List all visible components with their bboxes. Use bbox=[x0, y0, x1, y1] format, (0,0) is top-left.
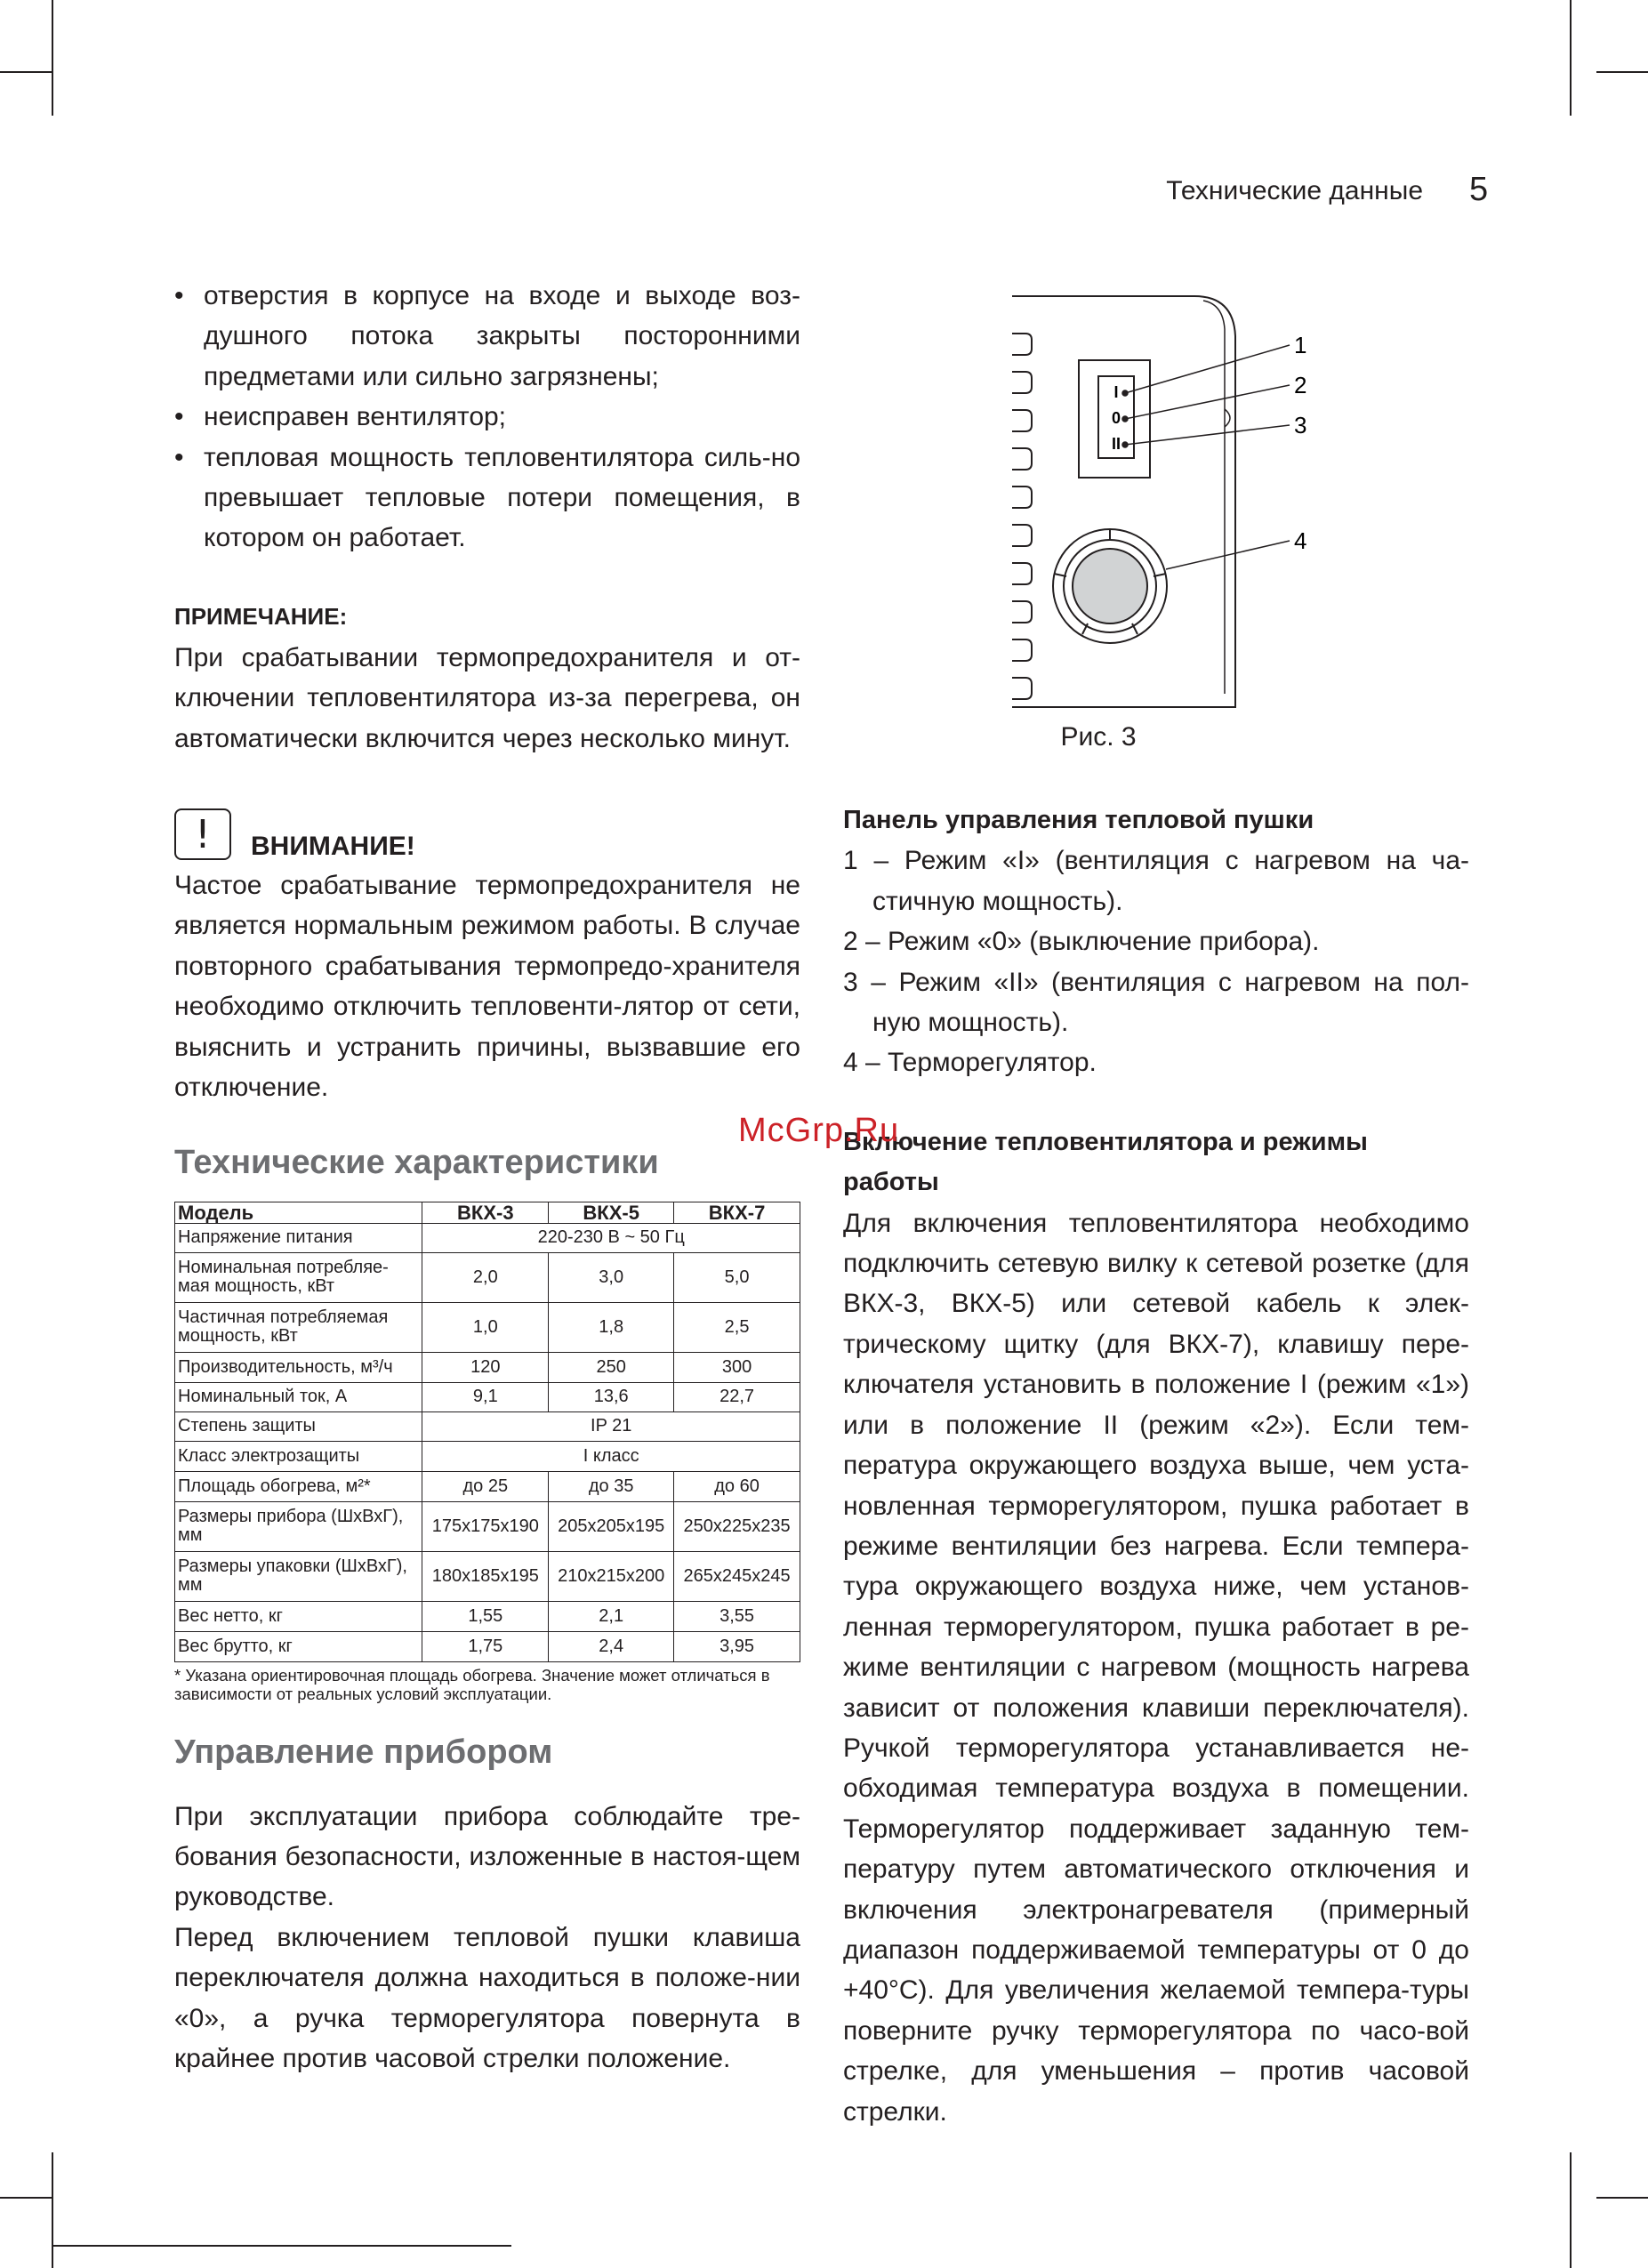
control-paragraph: Перед включением тепловой пушки клавиша переключателя должна находиться в положе-нии «0», а ручка терморегулятора повернута в крайнее против часовой стрелки положение. bbox=[174, 1922, 800, 2073]
table-row bbox=[175, 1382, 800, 1411]
table-cell: 2,0 bbox=[422, 1252, 549, 1302]
warning-title: ВНИМАНИЕ! bbox=[251, 832, 415, 862]
table-row bbox=[175, 1471, 800, 1501]
list-item: • отверстия в корпусе на входе и выходе воз-душного потока закрыты посторонними предметами или сильно загрязнены; bbox=[174, 276, 800, 397]
table-cell: IP 21 bbox=[422, 1411, 800, 1441]
panel-title: Панель управления тепловой пушки bbox=[843, 806, 1314, 834]
table-header-cell: Модель bbox=[175, 1202, 422, 1223]
table-cell: 1,75 bbox=[422, 1631, 549, 1661]
table-header-cell: ВКХ-7 bbox=[674, 1202, 800, 1223]
table-cell: Вес брутто, кг bbox=[175, 1631, 422, 1661]
table-row bbox=[175, 1302, 800, 1352]
table-row bbox=[175, 1411, 800, 1441]
table-cell: Частичная потребляемая мощность, кВт bbox=[175, 1302, 422, 1352]
list-item: 2 – Режим «0» (выключение прибора). bbox=[843, 927, 1320, 957]
control-paragraph: При эксплуатации прибора соблюдайте тре-бования безопасности, изложенные в настоя-щем руководстве. bbox=[174, 1801, 800, 1912]
page-number: 5 bbox=[1469, 171, 1489, 208]
table-row bbox=[175, 1551, 800, 1601]
table-header-row bbox=[175, 1202, 800, 1223]
table-cell: Производительность, м³/ч bbox=[175, 1352, 422, 1382]
table-cell: Степень защиты bbox=[175, 1411, 422, 1441]
table-cell: до 25 bbox=[422, 1471, 549, 1501]
crop-mark bbox=[1596, 2197, 1648, 2199]
table-cell: 175x175x190 bbox=[422, 1501, 549, 1551]
grill-slots bbox=[1012, 334, 1032, 712]
specs-table bbox=[174, 1202, 800, 1662]
table-cell: Номинальная потребляе-мая мощность, кВт bbox=[175, 1252, 422, 1302]
table-cell: 9,1 bbox=[422, 1382, 549, 1411]
table-cell: Площадь обогрева, м²* bbox=[175, 1471, 422, 1501]
bottom-rule bbox=[53, 2245, 511, 2247]
table-cell: Размеры прибора (ШхВхГ), мм bbox=[175, 1501, 422, 1551]
crop-mark bbox=[0, 71, 52, 73]
grill-slot bbox=[1012, 563, 1032, 584]
watermark: McGrp.Ru bbox=[738, 1112, 900, 1149]
list-item: • неисправен вентилятор; bbox=[174, 397, 800, 437]
warning-header bbox=[174, 798, 800, 860]
crop-mark bbox=[52, 0, 53, 116]
table-cell: 22,7 bbox=[674, 1382, 800, 1411]
callout-3: 3 bbox=[1294, 412, 1307, 438]
list-item: 4 – Терморегулятор. bbox=[843, 1048, 1097, 1078]
note-text: При срабатывании термопредохранителя и от-ключении тепловентилятора из-за перегрева, он автоматически включится через несколько минут. bbox=[174, 642, 800, 753]
table-row bbox=[175, 1223, 800, 1252]
crop-mark bbox=[1570, 2152, 1572, 2268]
table-cell: 1,55 bbox=[422, 1601, 549, 1631]
table-cell: 13,6 bbox=[549, 1382, 674, 1411]
control-panel-figure bbox=[1001, 294, 1330, 712]
running-title: Технические данные bbox=[1166, 176, 1423, 205]
crop-mark bbox=[52, 2152, 53, 2268]
switch-label-1: I bbox=[1113, 383, 1119, 401]
table-cell: 180x185x195 bbox=[422, 1551, 549, 1601]
control-heading: Управление прибором bbox=[174, 1733, 553, 1771]
switch-label-2: II bbox=[1111, 435, 1121, 453]
table-cell: 250 bbox=[549, 1352, 674, 1382]
table-cell: 1,0 bbox=[422, 1302, 549, 1352]
table-cell: до 60 bbox=[674, 1471, 800, 1501]
table-cell: 250x225x235 bbox=[674, 1501, 800, 1551]
crop-mark bbox=[0, 2197, 52, 2199]
table-header-cell: ВКХ-5 bbox=[549, 1202, 674, 1223]
table-cell: 205x205x195 bbox=[549, 1501, 674, 1551]
grill-slot bbox=[1012, 601, 1032, 623]
grill-slot bbox=[1012, 639, 1032, 661]
table-cell: до 35 bbox=[549, 1471, 674, 1501]
table-cell: 5,0 bbox=[674, 1252, 800, 1302]
table-cell: 265x245x245 bbox=[674, 1551, 800, 1601]
grill-slot bbox=[1012, 487, 1032, 508]
modes-title: Включение тепловентилятора и режимы работы bbox=[843, 1127, 1368, 1197]
table-cell: Напряжение питания bbox=[175, 1223, 422, 1252]
table-cell: 120 bbox=[422, 1352, 549, 1382]
table-row bbox=[175, 1631, 800, 1661]
table-cell: 3,0 bbox=[549, 1252, 674, 1302]
left-column bbox=[174, 276, 800, 2079]
grill-slot bbox=[1012, 334, 1032, 355]
crop-mark bbox=[1596, 71, 1648, 73]
table-header-cell: ВКХ-3 bbox=[422, 1202, 549, 1223]
warning-text: Частое срабатывание термопредохранителя не является нормальным режимом работы. В случае повторного срабатывания термопредо-хранителя необходимо отключить тепловенти-лятор от сети, выяснить и устранить причины, вызвавшие его отключение. bbox=[174, 871, 800, 1103]
table-footnote: * Указана ориентировочная площадь обогрева. Значение может отличаться в зависимости от реальных условий эксплуатации. bbox=[174, 1665, 770, 1703]
table-cell: 2,5 bbox=[674, 1302, 800, 1352]
table-cell: Размеры упаковки (ШхВхГ), мм bbox=[175, 1551, 422, 1601]
warning-icon: ! bbox=[174, 808, 231, 860]
grill-slot bbox=[1012, 410, 1032, 431]
table-cell: 2,1 bbox=[549, 1601, 674, 1631]
table-cell: I класс bbox=[422, 1441, 800, 1471]
table-cell: Класс электрозащиты bbox=[175, 1441, 422, 1471]
figure-caption: Рис. 3 bbox=[1060, 722, 1137, 752]
table-cell: 220-230 В ~ 50 Гц bbox=[422, 1223, 800, 1252]
table-row bbox=[175, 1501, 800, 1551]
grill-slot bbox=[1012, 678, 1032, 699]
grill-slot bbox=[1012, 448, 1032, 470]
table-cell: Номинальный ток, А bbox=[175, 1382, 422, 1411]
table-cell: 2,4 bbox=[549, 1631, 674, 1661]
modes-text: Для включения тепловентилятора необходимо подключить сетевую вилку к сетевой розетке (для ВКХ-3, ВКХ-5) или сетевой кабель к элек-трическому щитку (для ВКХ-7), клавишу пере-ключателя установить в положение I (режим «1») или в положение II (режим «2»). Если тем-пература окружающего воздуха выше, чем уста-новленная терморегулятором, пушка работает в режиме вентиляции без нагрева. Если темпера-тура окружающего воздуха ниже, чем установ-ленная терморегулятором, пушка работает в ре-жиме вентиляции с нагревом (мощность нагрева зависит от положения клавиши переключателя). Ручкой терморегулятора устанавливается не-обходимая температура воздуха в помещении. Терморегулятор поддерживает заданную тем-пературу путем автоматического отключения и включения электронагревателя (примерный диапазон поддерживаемой температуры от 0 до +40°С). Для увеличения желаемой темпера-туры поверните ручку терморегулятора по часо-вой стрелке, для уменьшения – против часовой стрелки. bbox=[843, 1208, 1469, 2127]
table-cell: 300 bbox=[674, 1352, 800, 1382]
callout-2: 2 bbox=[1294, 372, 1307, 398]
grill-slot bbox=[1012, 525, 1032, 546]
table-row bbox=[175, 1601, 800, 1631]
table-cell: Вес нетто, кг bbox=[175, 1601, 422, 1631]
specs-heading: Технические характеристики bbox=[174, 1143, 659, 1181]
table-row bbox=[175, 1441, 800, 1471]
right-column bbox=[843, 800, 1469, 2132]
table-cell: 3,55 bbox=[674, 1601, 800, 1631]
table-cell: 1,8 bbox=[549, 1302, 674, 1352]
crop-mark bbox=[1570, 0, 1572, 116]
table-row bbox=[175, 1252, 800, 1302]
callout-4: 4 bbox=[1294, 527, 1307, 554]
table-cell: 3,95 bbox=[674, 1631, 800, 1661]
list-item: 3 – Режим «II» (вентиляция с нагревом на пол-ную мощность). bbox=[843, 967, 1469, 1038]
switch-label-0: 0 bbox=[1111, 409, 1121, 427]
list-item: 1 – Режим «I» (вентиляция с нагревом на ча-стичную мощность). bbox=[843, 846, 1469, 916]
note-title: ПРИМЕЧАНИЕ: bbox=[174, 602, 348, 630]
table-cell: 210x215x200 bbox=[549, 1551, 674, 1601]
table-row bbox=[175, 1352, 800, 1382]
callout-1: 1 bbox=[1294, 332, 1307, 358]
list-item: • тепловая мощность тепловентилятора силь-но превышает тепловые потери помещения, в котором он работает. bbox=[174, 438, 800, 559]
grill-slot bbox=[1012, 372, 1032, 393]
